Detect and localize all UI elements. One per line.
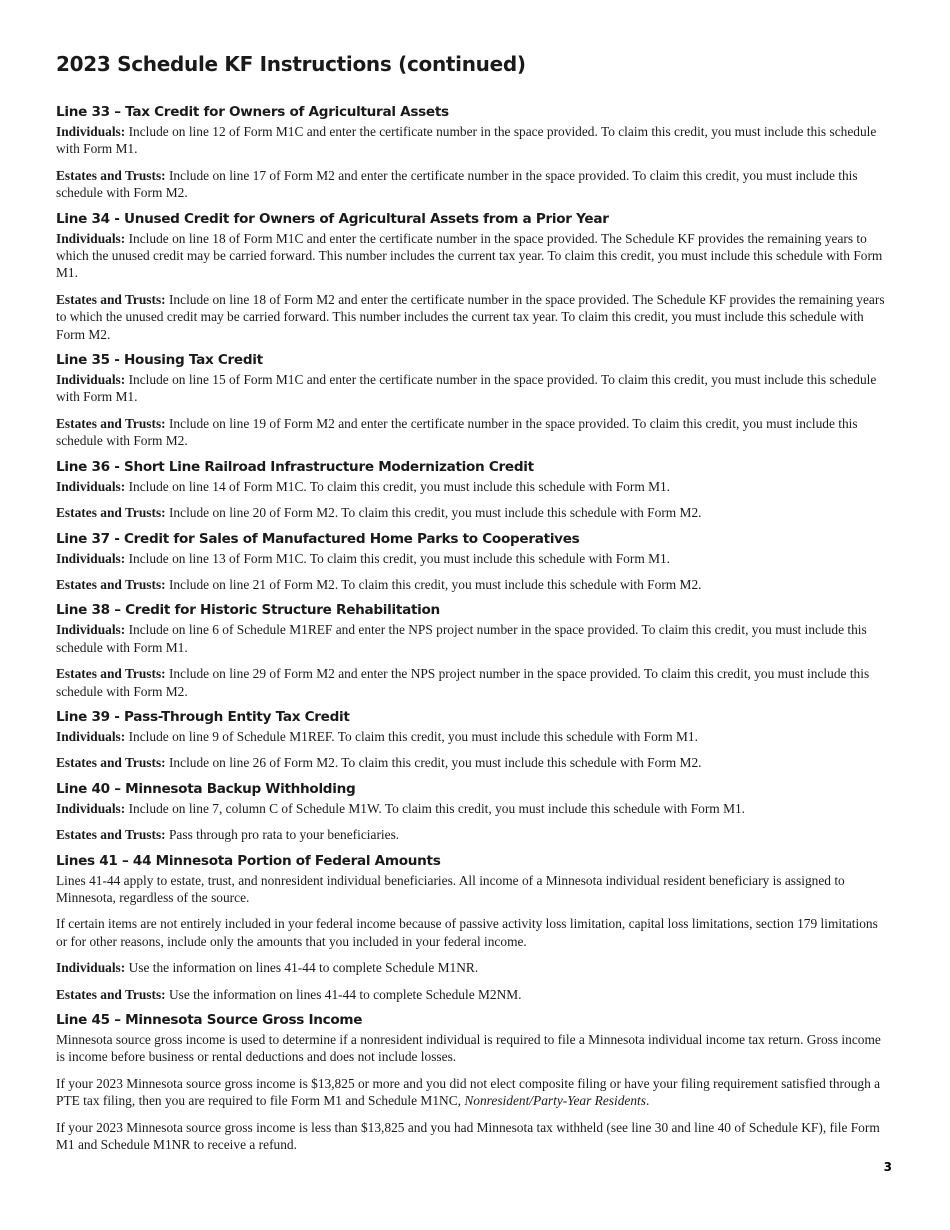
sections-container — [56, 104, 892, 1153]
paragraph-text: Use the information on lines 41-44 to complete Schedule M1NR. — [125, 960, 479, 976]
paragraph — [56, 230, 892, 282]
paragraph-text: If your 2023 Minnesota source gross income is $13,825 or more and you did not elect composite filing or have your filing requirement satisfied through a PTE tax filing, then you are required to file Form M1 and Schedule M1NC, — [56, 1075, 881, 1109]
paragraph — [56, 478, 892, 495]
paragraph-text: Include on line 18 of Form M2 and enter the certificate number in the space provided. The Schedule KF provides the remaining years to which the unused credit may be carried forward. This number includes the current tax year. To claim this credit, you must include this schedule with Form M2. — [56, 291, 885, 342]
paragraph-label: Estates and Trusts: — [56, 986, 166, 1002]
section — [56, 853, 892, 1003]
paragraph-text: Include on line 13 of Form M1C. To claim this credit, you must include this schedule with Form M1. — [125, 550, 671, 566]
section-heading: Line 36 - Short Line Railroad Infrastructure Modernization Credit — [56, 458, 534, 475]
paragraph-label: Individuals: — [56, 960, 126, 976]
paragraph — [56, 872, 892, 907]
paragraph-text: Include on line 9 of Schedule M1REF. To claim this credit, you must include this schedule with Form M1. — [125, 728, 698, 744]
paragraph-text: Use the information on lines 41-44 to complete Schedule M2NM. — [165, 986, 522, 1002]
paragraph — [56, 371, 892, 406]
paragraph — [56, 576, 892, 593]
section-heading: Line 40 – Minnesota Backup Withholding — [56, 780, 356, 797]
paragraph — [56, 123, 892, 158]
paragraph-text: Include on line 18 of Form M1C and enter the certificate number in the space provided. The Schedule KF provides the remaining years to which the unused credit may be carried forward. This number includes the current tax year. To claim this credit, you must include this schedule with Form M1. — [56, 230, 883, 281]
paragraph — [56, 1075, 892, 1110]
paragraph-label: Individuals: — [56, 372, 126, 388]
section — [56, 459, 892, 522]
section-heading: Line 34 - Unused Credit for Owners of Agricultural Assets from a Prior Year — [56, 210, 609, 227]
paragraph-text: If certain items are not entirely included in your federal income because of passive activity loss limitation, capital loss limitations, section 179 limitations or for other reasons, include only the amounts that you included in your federal income. — [56, 916, 878, 949]
paragraph-text: Include on line 21 of Form M2. To claim this credit, you must include this schedule with Form M2. — [165, 576, 702, 592]
paragraph-label: Estates and Trusts: — [56, 505, 166, 521]
document-page — [56, 52, 892, 1162]
paragraph-text: Include on line 14 of Form M1C. To claim this credit, you must include this schedule with Form M1. — [125, 478, 671, 494]
section — [56, 531, 892, 594]
page-number: 3 — [883, 1160, 892, 1174]
paragraph-text: Pass through pro rata to your beneficiaries. — [165, 827, 400, 843]
paragraph-label: Individuals: — [56, 622, 126, 638]
paragraph-text: Include on line 6 of Schedule M1REF and enter the NPS project number in the space provided. To claim this credit, you must include this schedule with Form M1. — [56, 622, 867, 655]
paragraph-label: Estates and Trusts: — [56, 827, 166, 843]
paragraph — [56, 665, 892, 700]
section — [56, 352, 892, 450]
section — [56, 1012, 892, 1153]
paragraph-text: Lines 41-44 apply to estate, trust, and nonresident individual beneficiaries. All income of a Minnesota individual resident beneficiary is assigned to Minnesota, regardless of the source. — [56, 872, 845, 905]
section-heading: Line 33 – Tax Credit for Owners of Agricultural Assets — [56, 104, 449, 120]
paragraph-text: Include on line 26 of Form M2. To claim this credit, you must include this schedule with Form M2. — [165, 755, 702, 771]
paragraph — [56, 915, 892, 950]
section — [56, 781, 892, 844]
paragraph-label: Individuals: — [56, 478, 126, 494]
paragraph-text-end: . — [645, 1093, 650, 1109]
section — [56, 602, 892, 700]
paragraph-label: Estates and Trusts: — [56, 755, 166, 771]
paragraph — [56, 550, 892, 567]
paragraph-text: Include on line 7, column C of Schedule M1W. To claim this credit, you must include this schedule with Form M1. — [125, 800, 746, 816]
section-heading: Line 45 – Minnesota Source Gross Income — [56, 1012, 363, 1028]
paragraph-label: Estates and Trusts: — [56, 666, 166, 682]
section — [56, 709, 892, 772]
paragraph-label: Individuals: — [56, 728, 126, 744]
paragraph-label: Estates and Trusts: — [56, 291, 166, 307]
section-heading: Line 35 - Housing Tax Credit — [56, 352, 263, 369]
paragraph-label: Individuals: — [56, 230, 126, 246]
paragraph-text: Include on line 29 of Form M2 and enter the NPS project number in the space provided. To claim this credit, you must include this schedule with Form M2. — [56, 666, 870, 699]
paragraph-label: Individuals: — [56, 550, 126, 566]
paragraph-text: Include on line 19 of Form M2 and enter the certificate number in the space provided. To claim this credit, you must include this schedule with Form M2. — [56, 415, 858, 449]
paragraph — [56, 959, 892, 976]
paragraph-label: Individuals: — [56, 800, 126, 816]
paragraph-text: Include on line 20 of Form M2. To claim this credit, you must include this schedule with Form M2. — [165, 505, 702, 521]
paragraph — [56, 728, 892, 745]
paragraph-text: If your 2023 Minnesota source gross income is less than $13,825 and you had Minnesota tax withheld (see line 30 and line 40 of Schedule KF), file Form M1 and Schedule M1NR to receive a refund. — [56, 1119, 880, 1153]
section-heading: Line 39 - Pass-Through Entity Tax Credit — [56, 708, 350, 725]
paragraph-text: Include on line 17 of Form M2 and enter the certificate number in the space provided. To claim this credit, you must include this schedule with Form M2. — [56, 167, 858, 201]
paragraph — [56, 986, 892, 1003]
section-heading: Line 37 - Credit for Sales of Manufactured Home Parks to Cooperatives — [56, 530, 580, 547]
paragraph — [56, 1119, 892, 1154]
paragraph-label: Individuals: — [56, 124, 126, 139]
paragraph-label: Estates and Trusts: — [56, 167, 166, 183]
paragraph-text: Include on line 15 of Form M1C and enter the certificate number in the space provided. To claim this credit, you must include this schedule with Form M1. — [56, 372, 877, 405]
section — [56, 104, 892, 202]
page-title: 2023 Schedule KF Instructions (continued) — [56, 52, 526, 76]
paragraph-text: Minnesota source gross income is used to determine if a nonresident individual is required to file a Minnesota individual income tax return. Gross income is income before business or rental deductions and does not include losses. — [56, 1032, 881, 1065]
paragraph-text: Include on line 12 of Form M1C and enter the certificate number in the space provided. To claim this credit, you must include this schedule with Form M1. — [56, 124, 877, 157]
paragraph — [56, 1031, 892, 1066]
paragraph-label: Estates and Trusts: — [56, 576, 166, 592]
paragraph — [56, 826, 892, 843]
paragraph — [56, 167, 892, 202]
section-heading: Lines 41 – 44 Minnesota Portion of Federal Amounts — [56, 852, 441, 869]
paragraph — [56, 754, 892, 771]
section — [56, 211, 892, 343]
paragraph-label: Estates and Trusts: — [56, 415, 166, 431]
form-title-italic: Nonresident/Party-Year Residents — [464, 1093, 646, 1109]
section-heading: Line 38 – Credit for Historic Structure Rehabilitation — [56, 602, 440, 619]
paragraph — [56, 291, 892, 343]
paragraph — [56, 415, 892, 450]
paragraph — [56, 504, 892, 521]
paragraph — [56, 621, 892, 656]
paragraph — [56, 800, 892, 817]
